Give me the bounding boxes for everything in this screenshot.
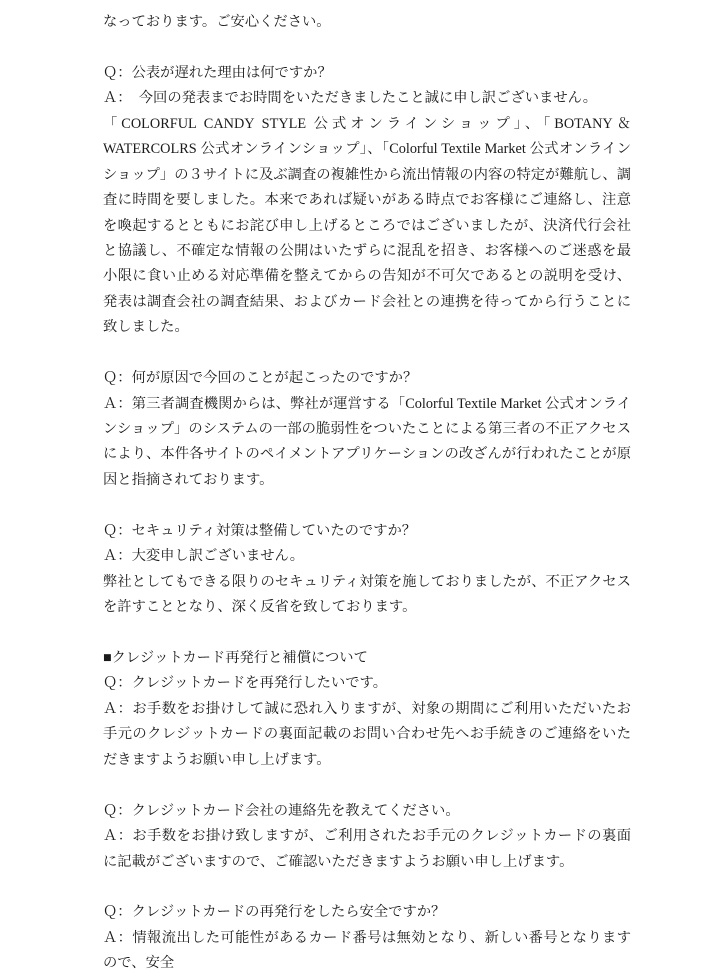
paragraph-spacer [103,773,631,798]
paragraph-spacer [103,621,631,646]
paragraph-spacer [103,493,631,518]
question-card-company-contact: Ｑ：クレジットカード会社の連絡先を教えてください。 [103,802,460,819]
paragraph-spacer [103,35,631,60]
paragraph: なっております。ご安心ください。 [103,14,331,30]
question-reissue-safety: Ｑ：クレジットカードの再発行をしたら安全ですか？ [103,904,446,921]
section-heading-card-reissue: ■クレジットカード再発行と補償について [103,650,368,666]
question-cause: Ｑ：何が原因で今回のことが起こったのですか？ [103,370,418,387]
answer-security-measures-apology: Ａ：大変申し訳ございません。 [103,548,305,565]
question-disclosure-delay: Ｑ：公表が遅れた理由は何ですか？ [103,64,332,81]
document-body [103,10,631,977]
answer-card-company-contact: Ａ：お手数をお掛け致しますが、ご利用されたお手元のクレジットカードの裏面に記載がございますので、ご確認いただきますようお願い申し上げます。 [103,828,631,870]
answer-cause: Ａ：第三者調査機関からは、弊社が運営する「Colorful Textile Market 公式オンラインショップ」のシステムの一部の脆弱性をついたことによる第三者の不正アクセスにより、本件各サイトのペイメントアプリケーションの改ざんが行われたことが原因と指摘されております。 [103,395,631,488]
answer-disclosure-delay-body: 「COLORFUL CANDY STYLE 公式オンラインショップ」、「BOTANY＆WATERCOLRS 公式オンラインショップ」、「Colorful Textile Market 公式オンラインショップ」の３サイトに及ぶ調査の複雑性から流出情報の内容の特定が難航し、調査に時間を要しました。本来であれば疑いがある時点でお客様にご連絡し、注意を喚起するとともにお詫び申し上げるところではございましたが、決済代行会社と協議し、不確定な情報の公開はいたずらに混乱を招き、お客様へのご迷惑を最小限に食い止める対応準備を整えてからの告知が不可欠であるとの説明を受け、発表は調査会社の調査結果、およびカード会社との連携を待ってから行うことに致しました。 [103,115,631,336]
answer-reissue-safety: Ａ：情報流出した可能性があるカード番号は無効となり、新しい番号となりますので、安全 [103,929,631,972]
answer-disclosure-delay-intro: Ａ： 今回の発表までお時間をいただきましたこと誠に申し訳ございません。 [103,90,598,107]
answer-security-measures-body: 弊社としてもできる限りのセキュリティ対策を施しておりましたが、不正アクセスを許すこととなり、深く反省を致しております。 [103,573,631,616]
paragraph-spacer [103,875,631,900]
paragraph-spacer [103,341,631,366]
question-security-measures: Ｑ：セキュリティ対策は整備していたのですか？ [103,522,417,539]
answer-card-reissue: Ａ：お手数をお掛けして誠に恐れ入りますが、対象の期間にご利用いただいたお手元のクレジットカードの裏面記載のお問い合わせ先へお手続きのご連絡をいただきますようお願い申し上げます。 [103,700,631,768]
question-card-reissue: Ｑ：クレジットカードを再発行したいです。 [103,675,388,692]
